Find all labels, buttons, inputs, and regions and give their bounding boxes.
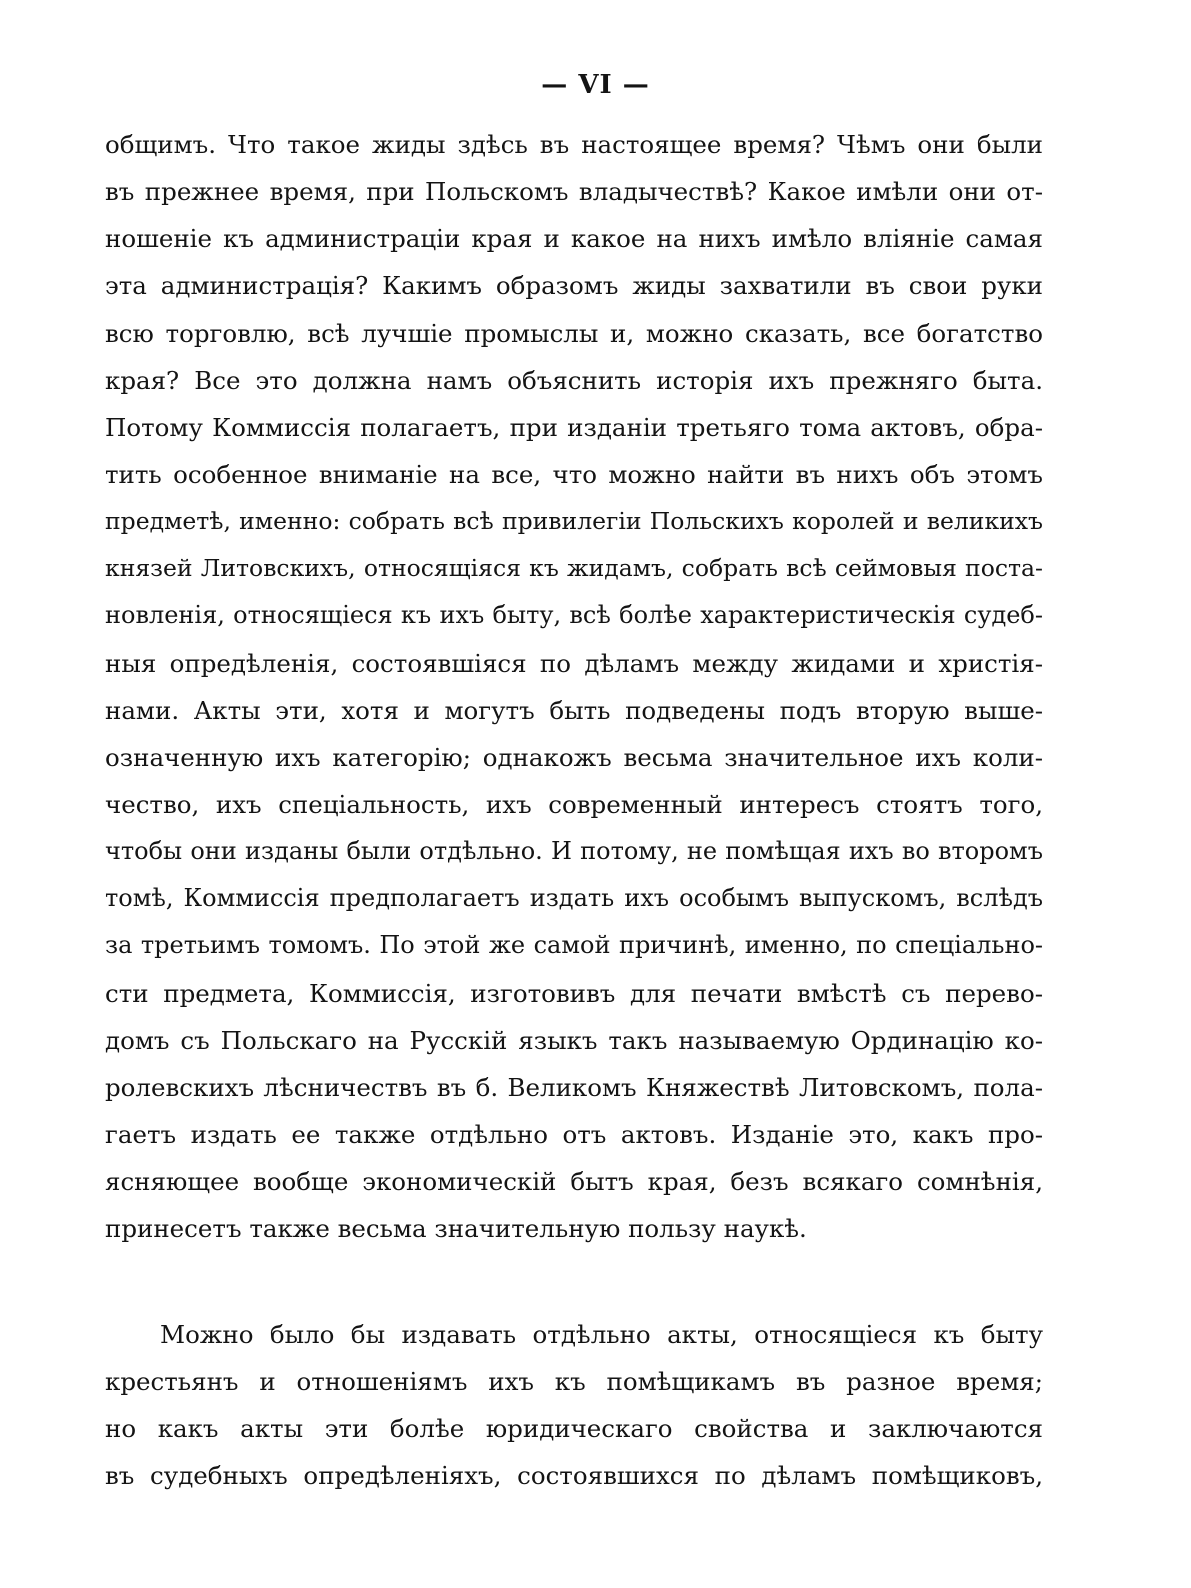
paragraph-2 bbox=[105, 1311, 1043, 1500]
text-line: Потому Коммиссія полагаетъ, при изданіи третьяго тома актовъ, обра- bbox=[105, 412, 1043, 442]
text-line: домъ съ Польскаго на Русскій языкъ такъ называемую Ординацію ко- bbox=[105, 1025, 1043, 1055]
text-line: чтобы они изданы были отдѣльно. И потому, не помѣщая ихъ во второмъ bbox=[105, 837, 1043, 866]
text-line: сти предмета, Коммиссія, изготовивъ для печати вмѣстѣ съ перево- bbox=[105, 978, 1043, 1008]
text-line: крестьянъ и отношеніямъ ихъ къ помѣщикамъ въ разное время; bbox=[105, 1367, 1043, 1397]
text-line: князей Литовскихъ, относящіяся къ жидамъ, собрать всѣ сеймовыя поста- bbox=[105, 554, 1043, 583]
text-line: принесетъ также весьма значительную пользу наукѣ. bbox=[105, 1214, 807, 1244]
text-line: края? Все это должна намъ объяснить исторія ихъ прежняго быта. bbox=[105, 365, 1043, 395]
text-line: ныя опредѣленія, состоявшіяся по дѣламъ между жидами и христія- bbox=[105, 648, 1043, 678]
text-line: чество, ихъ спеціальность, ихъ современный интересъ стоятъ того, bbox=[105, 789, 1043, 819]
text-line: тить особенное вниманіе на все, что можно найти въ нихъ объ этомъ bbox=[105, 459, 1043, 489]
text-line: за третьимъ томомъ. По этой же самой причинѣ, именно, по спеціально- bbox=[105, 931, 1043, 960]
text-line: но какъ акты эти болѣе юридическаго свойства и заключаются bbox=[105, 1414, 1043, 1444]
text-line: предметѣ, именно: собрать всѣ привилегіи Польскихъ королей и великихъ bbox=[105, 507, 1043, 536]
text-line: ношеніе къ администраціи края и какое на нихъ имѣло вліяніе самая bbox=[105, 224, 1043, 254]
text-line: Можно было бы издавать отдѣльно акты, относящіеся къ быту bbox=[160, 1320, 1043, 1349]
text-line: гаетъ издать ее также отдѣльно отъ актовъ. Изданіе это, какъ про- bbox=[105, 1119, 1043, 1149]
text-line: эта администрація? Какимъ образомъ жиды захватили въ свои руки bbox=[105, 271, 1043, 301]
text-line: въ прежнее время, при Польскомъ владычествѣ? Какое имѣли они от- bbox=[105, 177, 1043, 207]
text-line: нами. Акты эти, хотя и могутъ быть подведены подъ вторую выше- bbox=[105, 695, 1043, 725]
page-number: — VI — bbox=[541, 70, 650, 100]
text-line: ролевскихъ лѣсничествъ въ б. Великомъ Княжествѣ Литовскомъ, пола- bbox=[105, 1072, 1043, 1102]
paragraph-1 bbox=[105, 121, 1043, 1252]
text-line: всю торговлю, всѣ лучшіе промыслы и, можно сказать, все богатство bbox=[105, 318, 1043, 348]
text-line: въ судебныхъ опредѣленіяхъ, состоявшихся по дѣламъ помѣщиковъ, bbox=[105, 1461, 1043, 1491]
text-line: означенную ихъ категорію; однакожъ весьма значительное ихъ коли- bbox=[105, 742, 1043, 772]
text-line: ясняющее вообще экономическій бытъ края, безъ всякаго сомнѣнія, bbox=[105, 1167, 1043, 1197]
text-line: общимъ. Что такое жиды здѣсь въ настоящее время? Чѣмъ они были bbox=[105, 130, 1043, 159]
text-line: новленія, относящіеся къ ихъ быту, всѣ болѣе характеристическія судеб- bbox=[105, 601, 1043, 630]
text-line: томѣ, Коммиссія предполагаетъ издать ихъ особымъ выпускомъ, вслѣдъ bbox=[105, 884, 1043, 913]
